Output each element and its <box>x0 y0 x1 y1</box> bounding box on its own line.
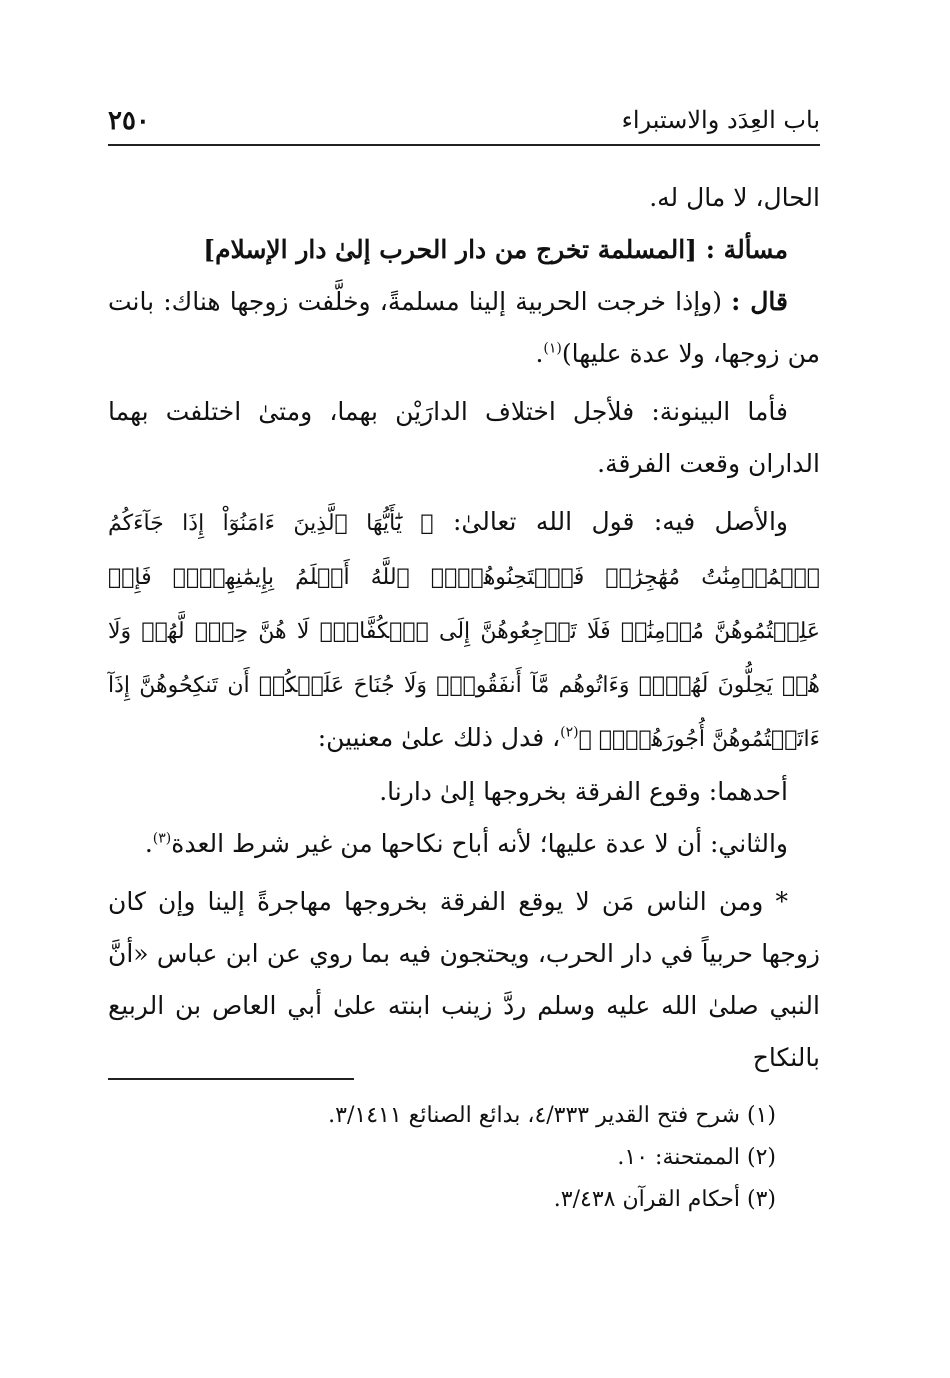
main-text <box>108 172 820 1084</box>
asl-intro: والأصل فيه: قول الله تعالىٰ: <box>452 507 788 536</box>
bainuna-paragraph: فأما البينونة: فلأجل اختلاف الدارَيْن بهما، ومتىٰ اختلفت بهما الداران وقعت الفرقة. <box>108 397 820 478</box>
second-end: . <box>144 829 153 858</box>
footnotes <box>108 1095 820 1221</box>
qal-label: قال : <box>731 287 788 316</box>
asl-end: ، فدل ذلك علىٰ معنيين: <box>317 723 561 752</box>
first-meaning: أحدهما: وقوع الفرقة بخروجها إلىٰ دارنا. <box>379 777 788 806</box>
footnote-ref-1: (١) <box>543 340 562 357</box>
issue-label: مسألة : <box>705 235 788 264</box>
asl-paragraph <box>108 496 820 766</box>
issue-title: [المسلمة تخرج من دار الحرب إلىٰ دار الإسلام] <box>203 235 698 264</box>
page-number: ٢٥٠ <box>108 106 150 136</box>
chapter-title: باب العِدَد والاستبراء <box>621 106 820 134</box>
page-header <box>108 100 820 146</box>
quran-verse: ﴿ يَٰٓأَيُّهَا ٱلَّذِينَ ءَامَنُوٓاْ إِذَا جَآءَكُمُ ٱلۡمُؤۡمِنَٰتُ مُهَٰجِرَٰتٖ فَٱمۡتَحِنُوهُنَّۖ ٱللَّهُ أَعۡلَمُ بِإِيمَٰنِهِنَّۖ فَإِنۡ عَلِمۡتُمُوهُنَّ مُؤۡمِنَٰتٖ فَلَا تَرۡجِعُوهُنَّ إِلَى ٱلۡكُفَّارِۖ لَا هُنَّ حِلّٞ لَّهُمۡ وَلَا هُمۡ يَحِلُّونَ لَهُنَّۖ وَءَاتُوهُم مَّآ أَنفَقُواْۚ وَلَا جُنَاحَ عَلَيۡكُمۡ أَن تَنكِحُوهُنَّ إِذَآ ءَاتَيۡتُمُوهُنَّ أُجُورَهُنَّۚ ﴾ <box>108 511 820 752</box>
footnote-3: (٣) أحكام القرآن ٣/٤٣٨. <box>553 1187 776 1212</box>
footnote-separator <box>108 1078 354 1080</box>
second-meaning <box>108 818 820 870</box>
second-text: والثاني: أن لا عدة عليها؛ لأنه أباح نكاحها من غير شرط العدة <box>171 829 788 858</box>
qal-text: (وإذا خرجت الحربية إلينا مسلمةً، وخلَّفت زوجها هناك: بانت من زوجها، ولا عدة عليها) <box>108 287 820 368</box>
qal-end: . <box>535 339 544 368</box>
paragraph-continuation: الحال، لا مال له. <box>649 183 820 212</box>
last-paragraph: * ومن الناس مَن لا يوقع الفرقة بخروجها مهاجرةً إلينا وإن كان زوجها حربياً في دار الحرب، ويحتجون فيه بما روي عن ابن عباس «أنَّ النبي صلىٰ الله عليه وسلم ردَّ زينب ابنته علىٰ أبي العاص بن الربيع بالنكاح <box>108 887 820 1072</box>
footnote-ref-2: (٢) <box>560 724 579 741</box>
footnote-ref-3: (٣) <box>152 830 172 847</box>
issue-heading <box>108 224 820 276</box>
footnote-2: (٢) الممتحنة: ١٠. <box>617 1145 776 1170</box>
footnote-1: (١) شرح فتح القدير ٤/٣٣٣، بدائع الصنائع ٣/١٤١١. <box>328 1103 776 1128</box>
qal-paragraph <box>108 276 820 380</box>
